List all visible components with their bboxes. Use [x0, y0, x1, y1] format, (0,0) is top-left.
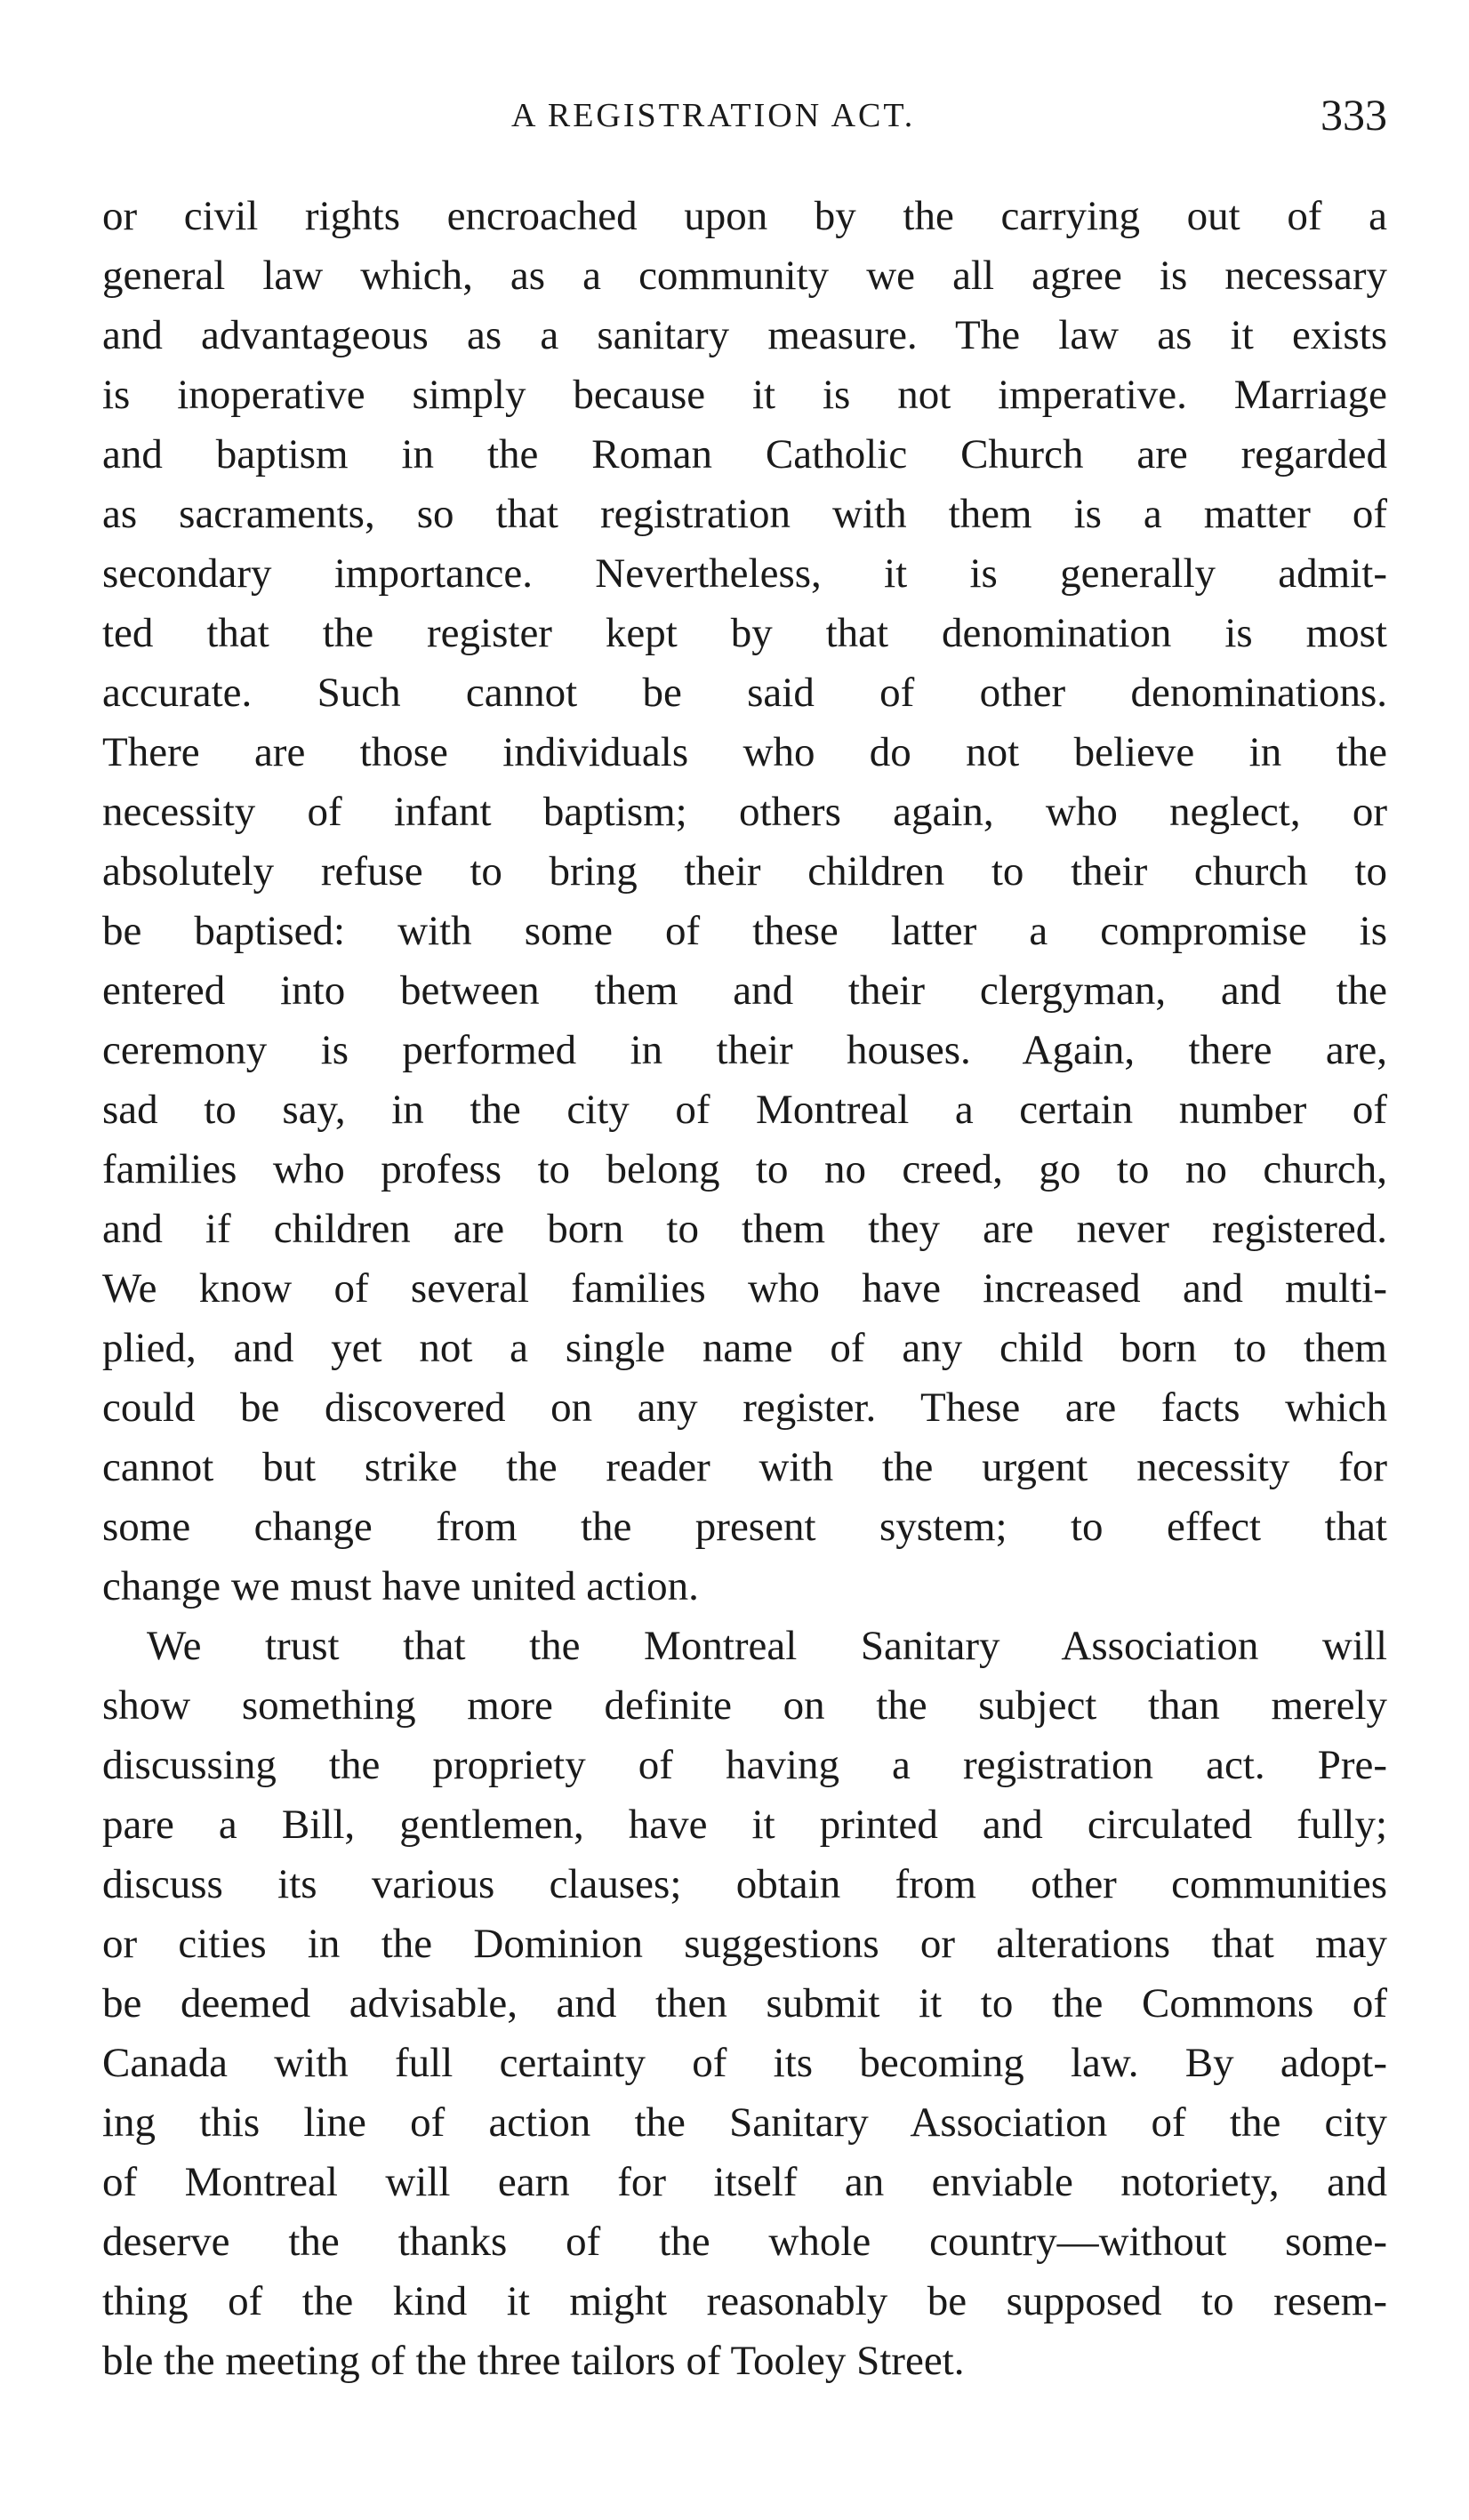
text-line: could be discovered on any register. These are facts which	[102, 1384, 1387, 1431]
text-line: change we must have united action.	[102, 1563, 699, 1609]
text-line: discuss its various clauses; obtain from other communities	[102, 1861, 1387, 1907]
text-line: accurate. Such cannot be said of other denominations.	[102, 670, 1387, 716]
text-line: or cities in the Dominion suggestions or alterations that may	[102, 1921, 1387, 1967]
text-line: plied, and yet not a single name of any child born to them	[102, 1325, 1387, 1371]
text-line: We trust that the Montreal Sanitary Association will	[147, 1623, 1387, 1669]
text-line: general law which, as a community we all agree is necessary	[102, 253, 1387, 299]
text-line: secondary importance. Nevertheless, it is generally admit-	[102, 550, 1387, 597]
text-line: families who profess to belong to no creed, go to no church,	[102, 1146, 1387, 1192]
running-title: A REGISTRATION ACT.	[511, 97, 916, 134]
text-line: entered into between them and their clergyman, and the	[102, 967, 1387, 1014]
text-line: ceremony is performed in their houses. Again, there are,	[102, 1027, 1387, 1073]
body-text	[102, 187, 1387, 2391]
text-line: and if children are born to them they are never registered.	[102, 1206, 1387, 1252]
text-line: Canada with full certainty of its becoming law. By adopt-	[102, 2040, 1387, 2086]
text-line: ing this line of action the Sanitary Association of the city	[102, 2099, 1387, 2146]
page-number: 333	[1320, 90, 1387, 140]
text-line: necessity of infant baptism; others again, who neglect, or	[102, 789, 1387, 835]
text-line: be baptised: with some of these latter a compromise is	[102, 908, 1387, 954]
text-line: sad to say, in the city of Montreal a certain number of	[102, 1087, 1387, 1133]
running-head	[102, 89, 1387, 142]
text-line: There are those individuals who do not believe in the	[102, 729, 1387, 775]
text-line: show something more definite on the subject than merely	[102, 1682, 1387, 1729]
text-line: absolutely refuse to bring their children to their church to	[102, 848, 1387, 895]
text-line: pare a Bill, gentlemen, have it printed and circulated fully;	[102, 1802, 1387, 1848]
text-line: ble the meeting of the three tailors of Tooley Street.	[102, 2338, 965, 2384]
text-line: ted that the register kept by that denomination is most	[102, 610, 1387, 656]
text-line: deserve the thanks of the whole country—without some-	[102, 2219, 1387, 2265]
text-line: some change from the present system; to effect that	[102, 1504, 1387, 1550]
text-line: is inoperative simply because it is not imperative. Marriage	[102, 372, 1387, 418]
text-line: be deemed advisable, and then submit it to the Commons of	[102, 1980, 1387, 2026]
text-line: discussing the propriety of having a registration act. Pre-	[102, 1742, 1387, 1788]
text-line: We know of several families who have increased and multi-	[102, 1265, 1387, 1312]
text-line: as sacraments, so that registration with them is a matter of	[102, 491, 1387, 537]
text-line: thing of the kind it might reasonably be supposed to resem-	[102, 2278, 1387, 2324]
text-line: or civil rights encroached upon by the carrying out of a	[102, 193, 1387, 239]
text-line: and baptism in the Roman Catholic Church are regarded	[102, 431, 1387, 478]
text-line: and advantageous as a sanitary measure. The law as it exists	[102, 312, 1387, 358]
paragraph-1	[102, 187, 1387, 1617]
text-line: cannot but strike the reader with the urgent necessity for	[102, 1444, 1387, 1490]
paragraph-2	[102, 1617, 1387, 2391]
text-line: of Montreal will earn for itself an enviable notoriety, and	[102, 2159, 1387, 2205]
